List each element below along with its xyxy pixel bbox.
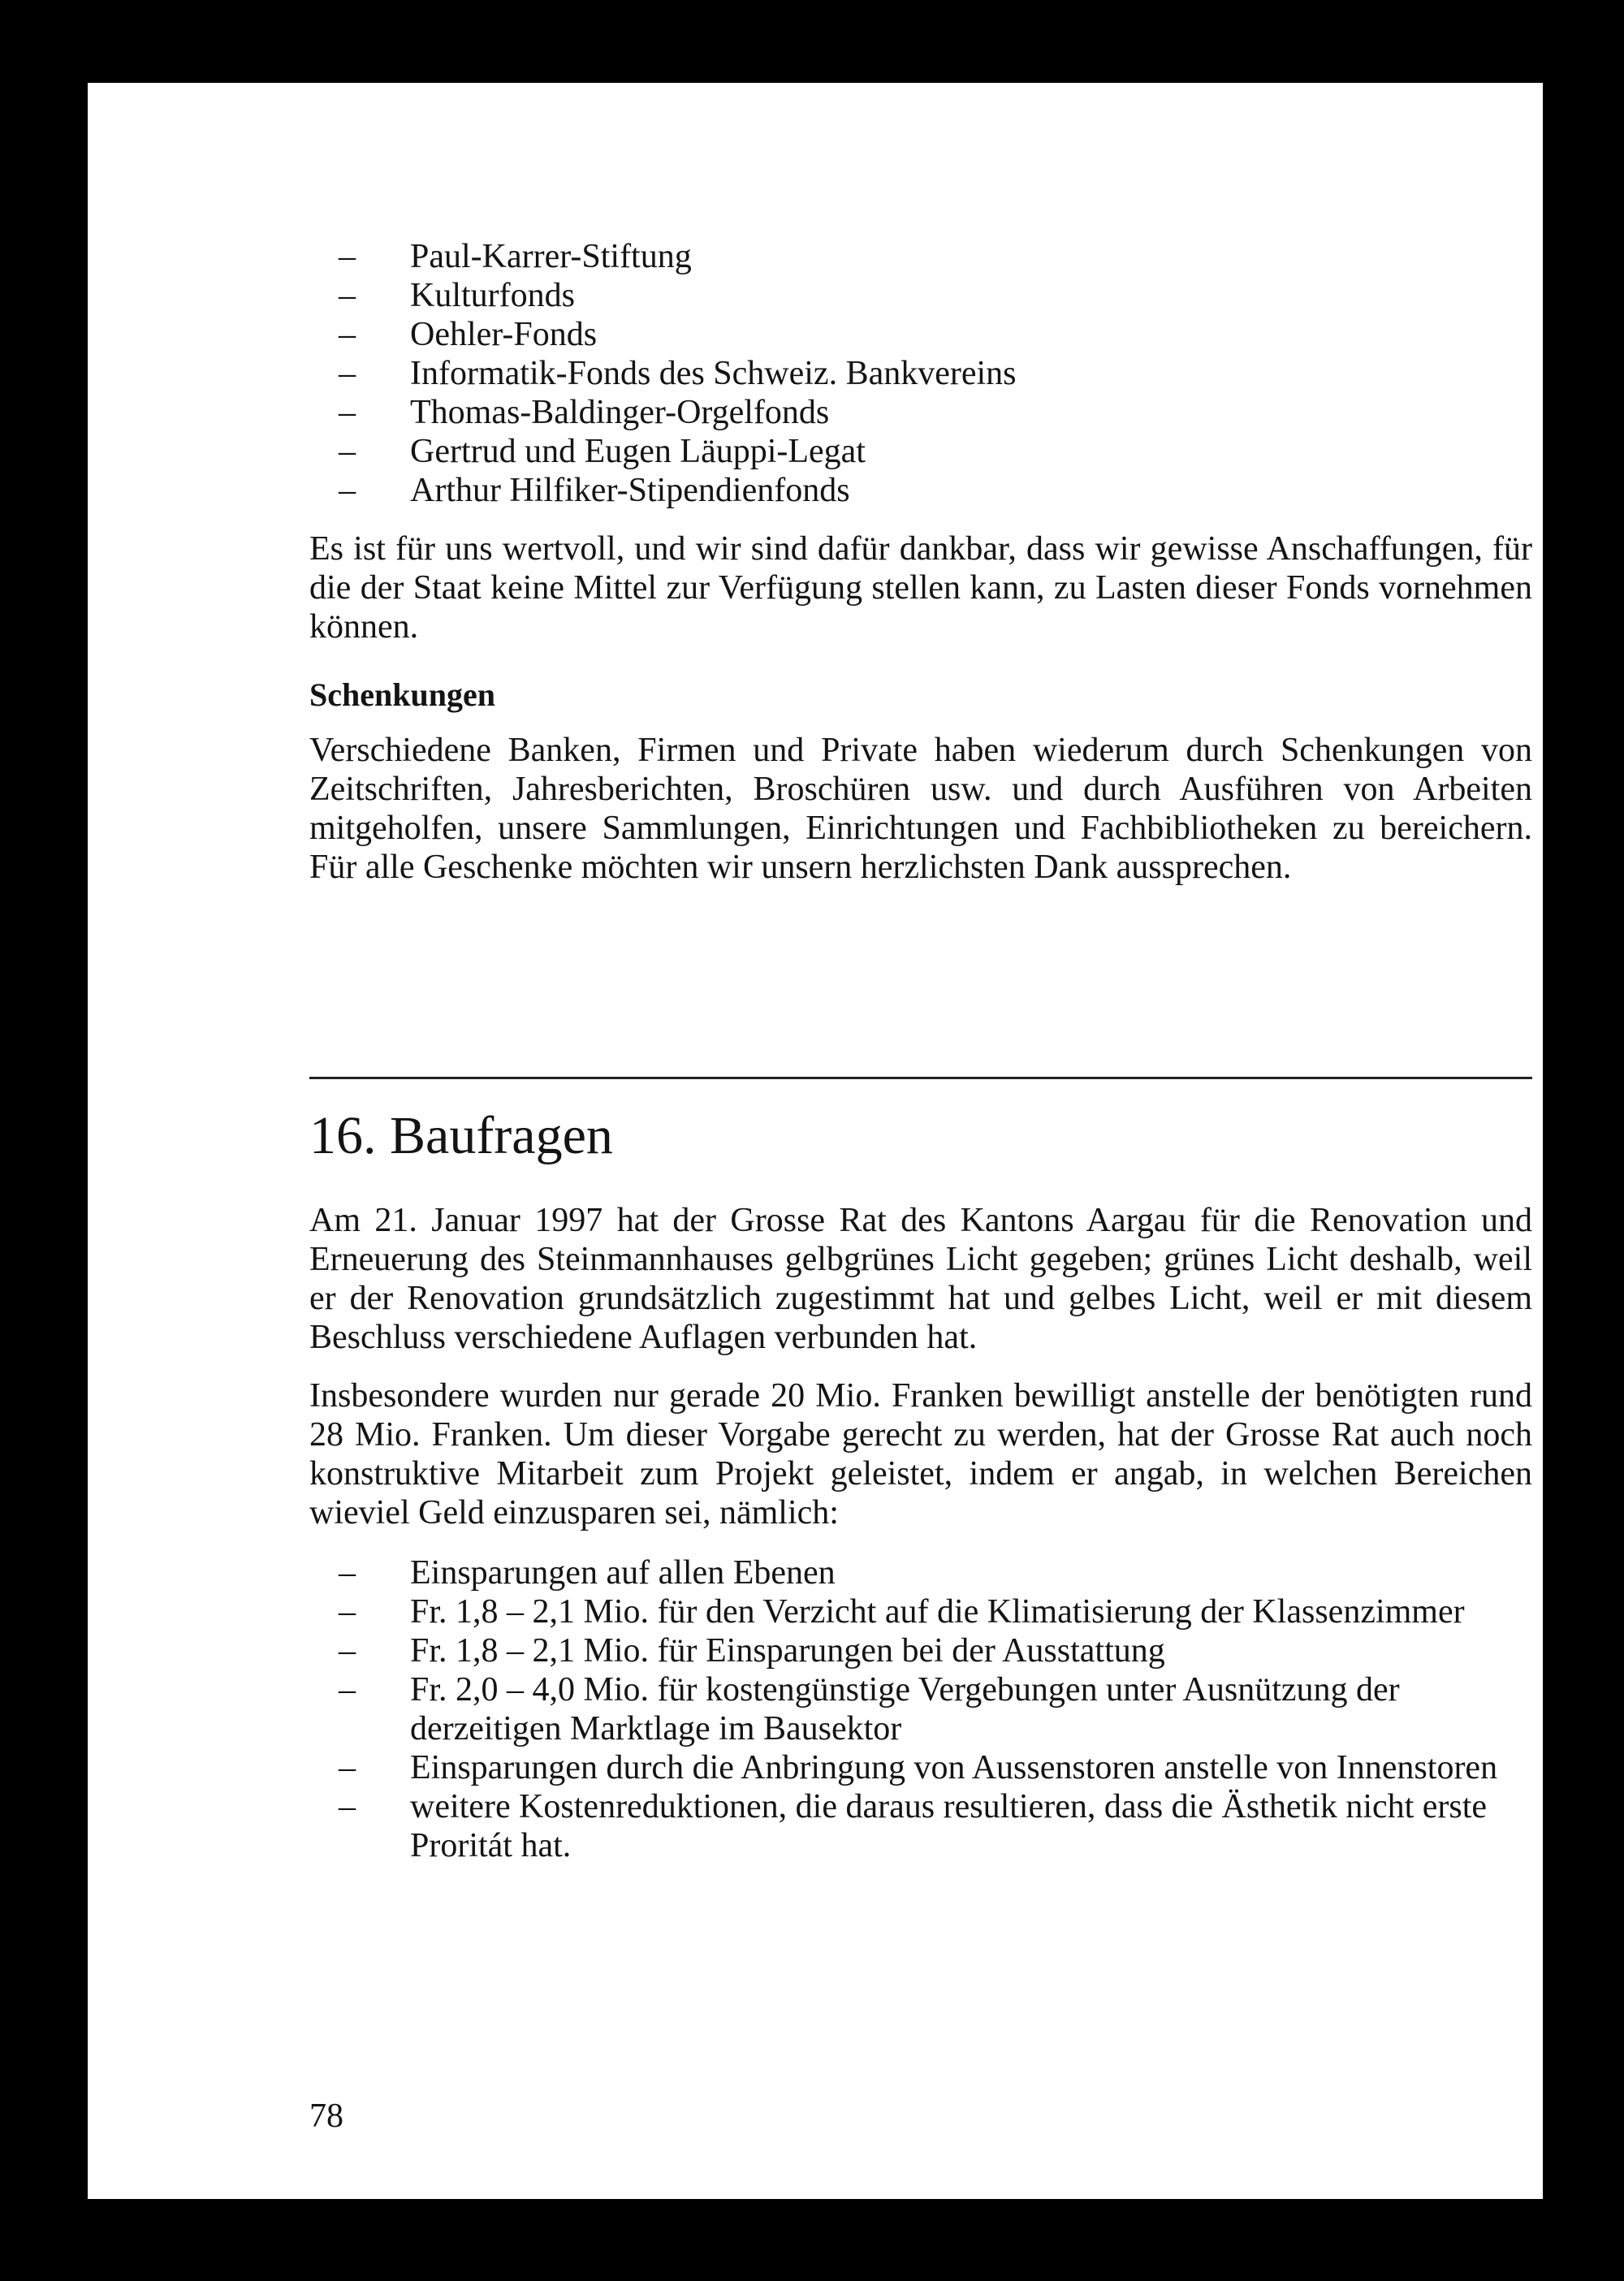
list-item: – Informatik-Fonds des Schweiz. Bankvereins — [309, 354, 1532, 393]
list-item: – Fr. 2,0 – 4,0 Mio. für kostengünstige Vergebungen unter Ausnützung der derzeitigen Marktlage im Bausektor — [309, 1670, 1532, 1748]
list-item: – Fr. 1,8 – 2,1 Mio. für Einsparungen bei der Ausstattung — [309, 1631, 1532, 1670]
list-item: – Kulturfonds — [309, 276, 1532, 315]
list-item: – Einsparungen auf allen Ebenen — [309, 1553, 1532, 1592]
page-content — [309, 237, 1532, 1865]
page-number: 78 — [309, 2097, 343, 2135]
list-item: – Oehler-Fonds — [309, 315, 1532, 354]
fonds-paragraph: Es ist für uns wertvoll, und wir sind dafür dankbar, dass wir gewisse Anschaffungen, für die der Staat keine Mittel zur Verfügung stellen kann, zu Lasten dieser Fonds vornehmen können. — [309, 530, 1532, 646]
list-item: – Gertrud und Eugen Läuppi-Legat — [309, 432, 1532, 471]
list-item: – Einsparungen durch die Anbringung von Aussenstoren anstelle von Innenstoren — [309, 1748, 1532, 1787]
document-page — [88, 83, 1543, 2199]
list-item: – Arthur Hilfiker-Stipendienfonds — [309, 471, 1532, 510]
fonds-list — [309, 237, 1532, 510]
baufragen-paragraph-1: Am 21. Januar 1997 hat der Grosse Rat des Kantons Aargau für die Renovation und Erneuerung des Steinmannhauses gelbgrünes Licht gegeben; grünes Licht deshalb, weil er der Renovation grundsätzlich zugestimmt hat und gelbes Licht, weil er mit diesem Beschluss verschiedene Auflagen verbunden hat. — [309, 1202, 1532, 1356]
section-divider — [309, 1077, 1532, 1079]
list-item: – weitere Kostenreduktionen, die daraus resultieren, dass die Ästhetik nicht erste Proritát hat. — [309, 1787, 1532, 1865]
schenkungen-paragraph: Verschiedene Banken, Firmen und Private haben wiederum durch Schenkungen von Zeitschriften, Jahresberichten, Broschüren usw. und durch Ausführen von Arbeiten mitgeholfen, unsere Sammlungen, Einrichtungen und Fachbibliotheken zu bereichern. Für alle Geschenke möchten wir unsern herzlichsten Dank aussprechen. — [309, 732, 1532, 886]
chapter-title: 16. Baufragen — [309, 1106, 613, 1165]
list-item: – Paul-Karrer-Stiftung — [309, 237, 1532, 276]
schenkungen-heading: Schenkungen — [309, 676, 495, 713]
savings-list — [309, 1553, 1532, 1865]
list-item: – Fr. 1,8 – 2,1 Mio. für den Verzicht auf die Klimatisierung der Klassenzimmer — [309, 1592, 1532, 1631]
baufragen-paragraph-2: Insbesondere wurden nur gerade 20 Mio. Franken bewilligt anstelle der benötigten rund 28 Mio. Franken. Um dieser Vorgabe gerecht zu werden, hat der Grosse Rat auch noch konstruktive Mitarbeit zum Projekt geleistet, indem er angab, in welchen Bereichen wieviel Geld einzusparen sei, nämlich: — [309, 1377, 1532, 1531]
list-item: – Thomas-Baldinger-Orgelfonds — [309, 393, 1532, 432]
